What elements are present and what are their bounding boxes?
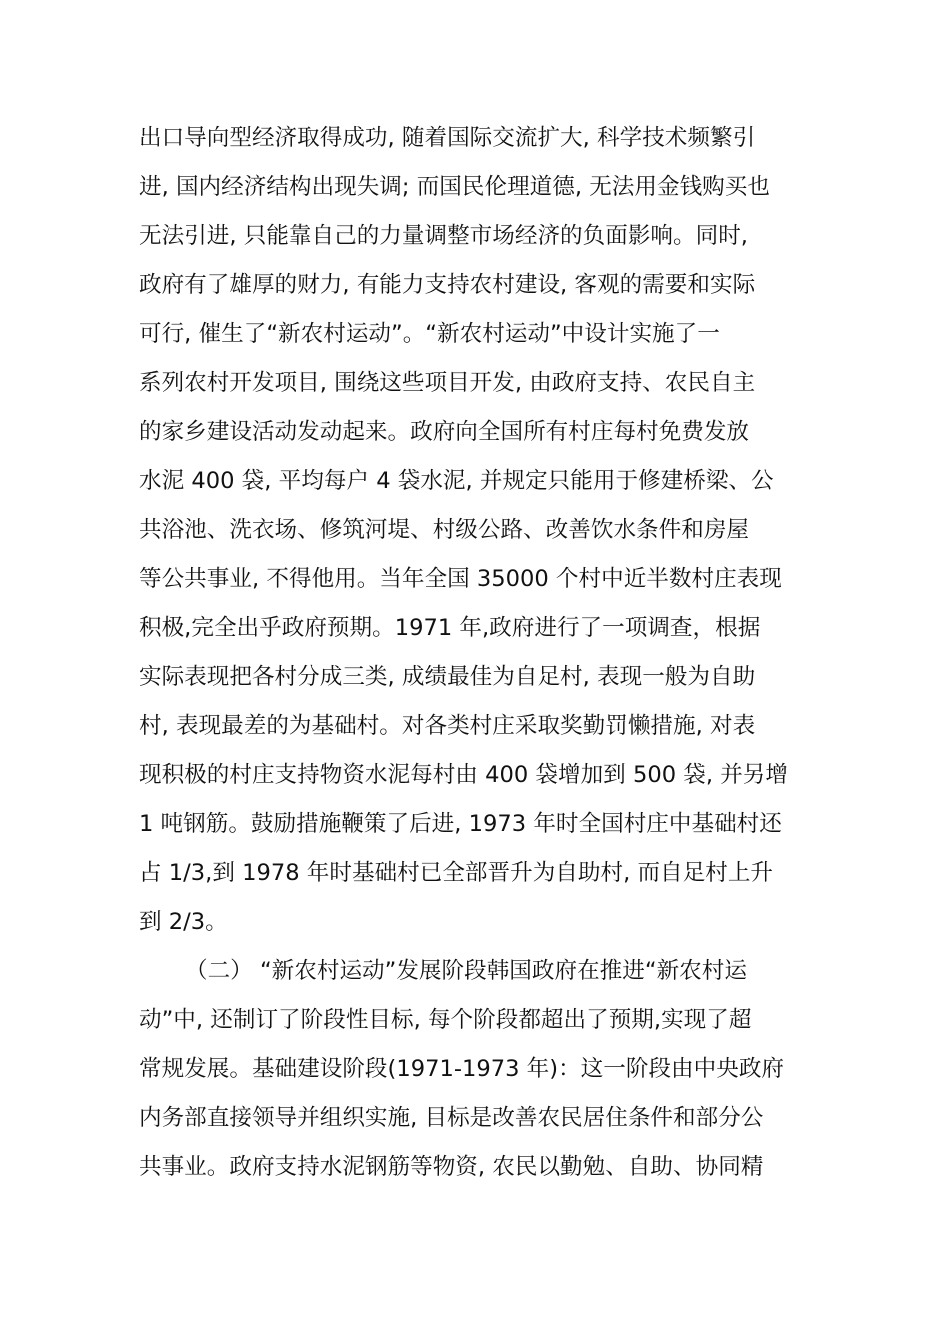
text-line: 动”中, 还制订了阶段性目标, 每个阶段都超出了预期,实现了超 xyxy=(139,1007,752,1033)
text-line: 系列农村开发项目, 围绕这些项目开发, 由政府支持、农民自主 xyxy=(139,370,756,396)
body-text xyxy=(139,114,829,1192)
text-line: 内务部直接领导并组织实施, 目标是改善农民居住条件和部分公 xyxy=(139,1105,764,1131)
text-line: 实际表现把各村分成三类, 成绩最佳为自足村, 表现一般为自助 xyxy=(139,664,756,690)
text-line: 的家乡建设活动发动起来。政府向全国所有村庄每村免费发放 xyxy=(139,419,750,445)
paragraph-2 xyxy=(139,947,829,1192)
section-heading-line: （二） “新农村运动”发展阶段韩国政府在推进“新农村运 xyxy=(185,958,747,984)
text-line: 政府有了雄厚的财力, 有能力支持农村建设, 客观的需要和实际 xyxy=(139,272,756,298)
paragraph-1 xyxy=(139,114,829,947)
text-line: 共浴池、洗衣场、修筑河堤、村级公路、改善饮水条件和房屋 xyxy=(139,517,750,543)
text-line: 到 2/3。 xyxy=(139,909,228,935)
text-line: 现积极的村庄支持物资水泥每村由 400 袋增加到 500 袋, 并另增 xyxy=(139,762,788,788)
text-line: 积极,完全出乎政府预期。1971 年,政府进行了一项调查，根据 xyxy=(139,615,761,641)
text-line: 村, 表现最差的为基础村。对各类村庄采取奖勤罚懒措施, 对表 xyxy=(139,713,756,739)
text-line: 常规发展。基础建设阶段(1971-1973 年)：这一阶段由中央政府 xyxy=(139,1056,785,1082)
text-line: 无法引进, 只能靠自己的力量调整市场经济的负面影响。同时, xyxy=(139,223,748,249)
text-line: 等公共事业, 不得他用。当年全国 35000 个村中近半数村庄表现 xyxy=(139,566,782,592)
text-line: 可行, 催生了“新农村运动”。“新农村运动”中设计实施了一 xyxy=(139,321,720,347)
text-line: 占 1/3,到 1978 年时基础村已全部晋升为自助村, 而自足村上升 xyxy=(139,860,774,886)
text-line: 进, 国内经济结构出现失调; 而国民伦理道德, 无法用金钱购买也 xyxy=(139,174,770,200)
text-line: 出口导向型经济取得成功, 随着国际交流扩大, 科学技术频繁引 xyxy=(139,125,756,151)
text-line: 水泥 400 袋, 平均每户 4 袋水泥, 并规定只能用于修建桥梁、公 xyxy=(139,468,774,494)
text-line: 1 吨钢筋。鼓励措施鞭策了后进, 1973 年时全国村庄中基础村还 xyxy=(139,811,782,837)
text-line: 共事业。政府支持水泥钢筋等物资, 农民以勤勉、自助、协同精 xyxy=(139,1154,764,1180)
